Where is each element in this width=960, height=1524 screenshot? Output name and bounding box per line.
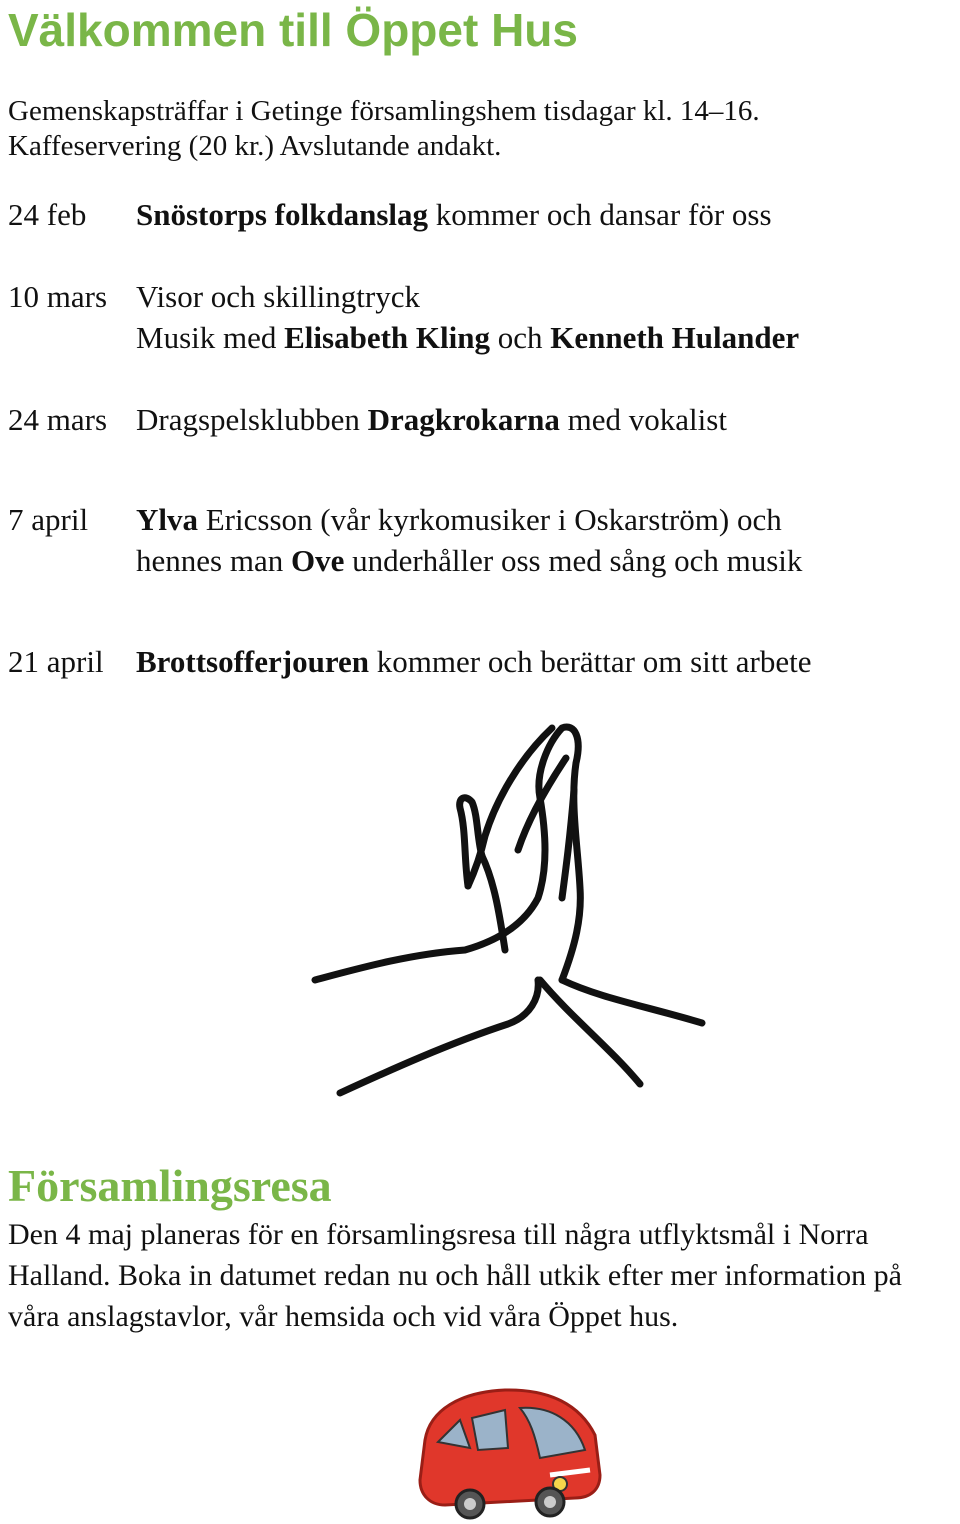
event-line <box>136 399 956 440</box>
event-text: med vokalist <box>559 402 727 437</box>
event-description <box>136 499 956 581</box>
event-line <box>136 641 956 682</box>
event-line <box>136 276 956 317</box>
event-text: och <box>489 320 551 355</box>
event-date: 21 april <box>8 644 104 679</box>
page-title: Välkommen till Öppet Hus <box>8 4 578 56</box>
event-text: Dragspelsklubben <box>136 402 368 437</box>
event-line <box>136 540 956 581</box>
event-line <box>136 499 956 540</box>
trip-heading: Församlingsresa <box>8 1160 332 1211</box>
event-highlight: Snöstorps folkdanslag <box>136 197 429 232</box>
event-text: hennes man <box>136 543 291 578</box>
trip-text: Den 4 maj planeras för en församlingsresa till några utflyktsmål i Norra Halland. Boka in datumet redan nu och håll utkik efter mer information på våra anslagstavlor, vår hemsida och vid våra Öppet hus. <box>8 1218 902 1333</box>
event-highlight: Kenneth Hulander <box>550 320 800 355</box>
event-highlight: Dragkrokarna <box>367 402 560 437</box>
intro-line-1: Gemenskapsträffar i Getinge församlingshem tisdagar kl. 14–16. <box>8 95 760 127</box>
event-date: 24 feb <box>8 197 87 232</box>
event-date: 10 mars <box>8 279 108 314</box>
event-highlight: Ove <box>290 543 345 578</box>
event-highlight: Elisabeth Kling <box>284 320 490 355</box>
event-text: underhåller oss med sång och musik <box>344 543 803 578</box>
event-description <box>136 641 956 682</box>
event-date: 7 april <box>8 502 89 537</box>
event-description <box>136 194 956 235</box>
event-line <box>136 317 956 358</box>
event-date: 24 mars <box>8 402 108 437</box>
intro-line-2: Kaffeservering (20 kr.) Avslutande andakt. <box>8 130 502 162</box>
event-text: Ericsson (vår kyrkomusiker i Oskarström) och <box>198 502 782 537</box>
event-description <box>136 276 956 358</box>
event-text: Musik med <box>136 320 285 355</box>
event-highlight: Ylva <box>136 502 198 537</box>
intro-text <box>8 94 948 164</box>
bus-icon <box>410 1380 610 1520</box>
praying-hands-icon <box>300 718 720 1108</box>
event-text: kommer och dansar för oss <box>428 197 772 232</box>
event-description <box>136 399 956 440</box>
event-line <box>136 194 956 235</box>
event-text: kommer och berättar om sitt arbete <box>369 644 812 679</box>
event-text: Visor och skillingtryck <box>136 279 420 314</box>
event-highlight: Brottsofferjouren <box>136 644 370 679</box>
